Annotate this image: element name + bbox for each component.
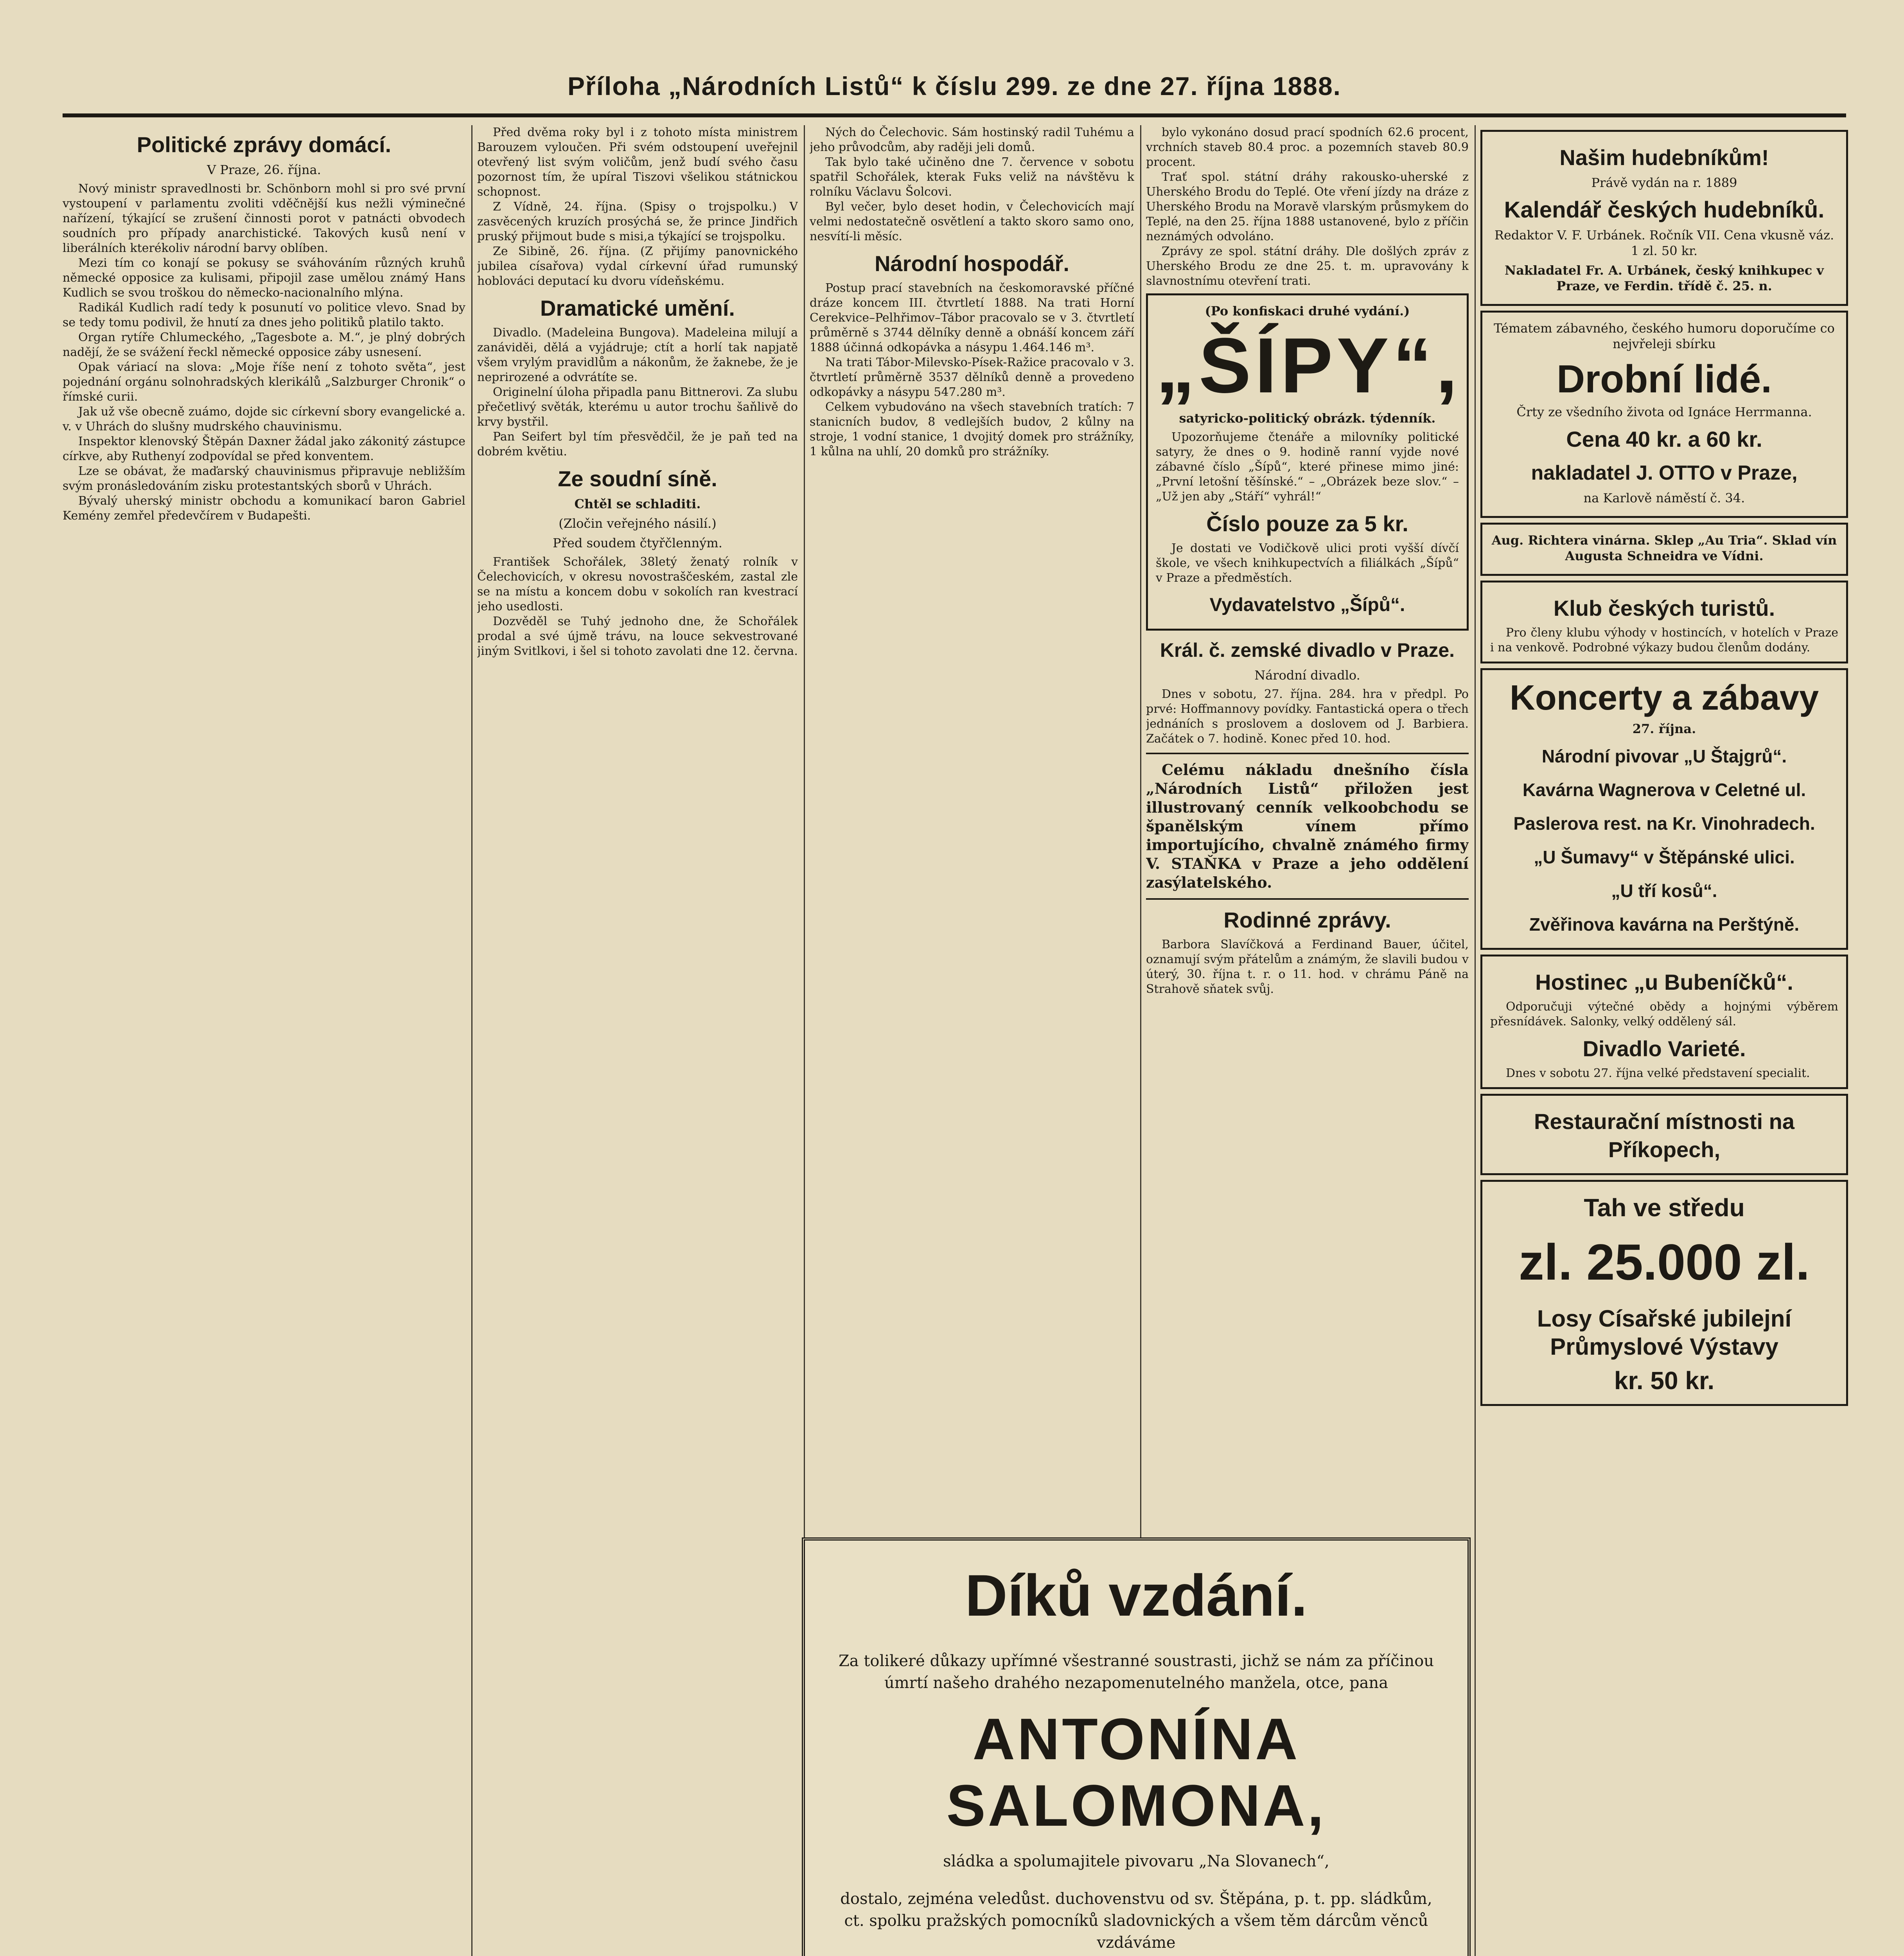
article-paragraph: Mezi tím co konají se pokusy se sváhováním různých kruhů německé opposice za kulisami, připojil zase umělou známý Hans Kudlich se svou troškou do německo-nacionalního mlýna.: [63, 256, 465, 300]
book-ad: [1480, 311, 1848, 518]
article-paragraph: Organ rytíře Chlumeckého, „Tagesbote a. M.“, je plný dobrých nadějí, že se svážení řeckl německé opposice záby usnesení.: [63, 331, 465, 359]
article-paragraph: Celkem vybudováno na všech stavebních tratích: 7 stanicních budov, 8 vedlejších budov, 2 kůlny na stroje, 1 vodní stanice, 1 dvojitý domek pro strážníky, 1 kůlna na uhlí, 20 domků pro strážníky.: [810, 400, 1134, 458]
inn-ad: [1480, 955, 1848, 1089]
dateline: V Praze, 26. října.: [207, 162, 321, 177]
article-subtitle: (Zločin veřejného násilí.): [559, 516, 717, 531]
sipy-advertisement: [1146, 293, 1469, 631]
sipy-publisher: Vydavatelstvo „Šípů“.: [1209, 595, 1405, 615]
article-paragraph: Na trati Tábor-Milevsko-Písek-Ražice pracovalo v 3. čtvrtletí průměrně 3537 dělníků denně a provedeno odkopávky a násypu 547.280 m³.: [810, 356, 1134, 399]
venue: „U tří kosů“.: [1611, 881, 1717, 901]
ad-title: Kalendář českých hudebníků.: [1504, 197, 1825, 223]
ad-text: Právě vydán na r. 1889: [1591, 175, 1737, 190]
column-economy: [810, 125, 1134, 1528]
column-politics: [63, 125, 465, 1956]
article-paragraph: Radikál Kudlich radí tedy k posunutí vo politice vlevo. Snad by se tedy tomu podivil, že hnutí za dnes jeho politiků platilo takto.: [63, 301, 465, 329]
article-paragraph: Ze Sibině, 26. října. (Z přijímy panovnického jubilea císařova) vydal církevní úřad rumunský hoblováci deputací ku dvoru vídeňskému.: [477, 244, 798, 288]
thanks-text: dostalo, zejména veledůst. duchovenstvu od sv. Štěpána, p. t. pp. sládkům, ct. spolku pražských pomocníků sladovnických a všem těm dárcům věnců vzdáváme: [840, 1890, 1432, 1952]
ad-heading: Hostinec „u Bubeníčků“.: [1535, 970, 1793, 994]
article-paragraph: Trať spol. státní dráhy rakousko-uherské z Uherského Brodu do Teplé. Ote vření jízdy na dráze z Uherského Brodu na Moravě vlarským průsmykem do Teplé, na den 25. října 1888 ustanovené, bylo z příčin neznámých odvoláno.: [1146, 170, 1469, 243]
article-paragraph: Lze se obávat, že maďarský chauvinismus připravuje nebližším svým pronásledováním zisku protestantských sborů v Uhrách.: [63, 464, 465, 493]
concerts-date: 27. října.: [1632, 721, 1696, 736]
column-rule: [1475, 125, 1476, 1956]
sipy-text: Upozorňujeme čtenáře a milovníky politické satyry, že dnes o 9. hodině ranní vyjde nové zábavné číslo „Šípů“, které přinese mimo jiné: „První letošní těšínské.“ – „Obrázek beze slov.“ – „Už jen aby „Stáří“ vyhrál!“: [1156, 430, 1459, 503]
article-paragraph: Inspektor klenovský Štěpán Daxner žádal jako zákonitý zástupce církve, aby Ruthenyí zodpovídal se před konventem.: [63, 435, 465, 463]
theatre-programme: Dnes v sobotu, 27. října. 284. hra v předpl. Po prvé: Hoffmannovy povídky. Fantastická opera o třech jednáních s proslovem a doslovem od J. Barbiera. Začátek o 7. hodině. Konec před 10. hod.: [1146, 687, 1469, 746]
sipy-title: „ŠÍPY“,: [1156, 322, 1462, 409]
sipy-price: Číslo pouze za 5 kr.: [1206, 511, 1408, 536]
thanks-notice: [802, 1537, 1471, 1956]
column-ads-theatre: [1146, 125, 1469, 1528]
concerts-listing: [1480, 668, 1848, 950]
deceased-name: ANTONÍNA SALOMONA,: [946, 1706, 1326, 1838]
restaurant-ad: [1480, 1094, 1848, 1175]
ad-heading: Klub českých turistů.: [1553, 596, 1775, 620]
calendar-ad: [1480, 130, 1848, 306]
book-price: Cena 40 kr. a 60 kr.: [1566, 427, 1762, 451]
article-paragraph: Opak váriací na slova: „Moje říše není z tohoto světa“, jest pojednání orgánu solnohradských klerikálů „Salzburger Chronik“ o římské curii.: [63, 360, 465, 404]
ad-text: Pro členy klubu výhody v hostincích, v hotelích v Praze i na venkově. Podrobné výkazy budou členům dodány.: [1490, 626, 1838, 654]
column-rule: [471, 125, 472, 1956]
article-paragraph: Pan Seifert byl tím přesvědčil, že je paň ted na dobrém květiu.: [477, 430, 798, 458]
lottery-ad: [1480, 1180, 1848, 1406]
ad-text: Odporučuji výtečné obědy a hojnými výběrem přesnídávek. Salonky, velký oddělený sál.: [1490, 1000, 1838, 1028]
book-title: Drobní lidé.: [1557, 357, 1772, 401]
article-paragraph: Z Vídně, 24. října. (Spisy o trojspolku.) V zasvěcených kruzích prosýchá se, že prince Jindřich pruský přijmout bude s misi,a týkající se trojspolku.: [477, 200, 798, 243]
article-title: Chtěl se schladiti.: [574, 496, 701, 511]
venue: Zvěřinova kavárna na Perštýně.: [1529, 914, 1800, 935]
article-paragraph: Tak bylo také učiněno dne 7. července v sobotu spatřil Schořálek, kterak Fuks veliž na návštěvu k rolníku Václavu Šolcovi.: [810, 155, 1134, 199]
column-advertisements: [1480, 125, 1848, 1956]
wine-ad: [1480, 523, 1848, 576]
article-paragraph: Bývalý uherský ministr obchodu a komunikací baron Gabriel Kemény zemřel předevčírem v Budapešti.: [63, 494, 465, 523]
family-news-heading: Rodinné zprávy.: [1223, 908, 1391, 932]
venue: Kavárna Wagnerova v Celetné ul.: [1522, 780, 1806, 800]
article-paragraph: František Schořálek, 38letý ženatý rolník v Čelechovicích, v okresu novostraščeském, zastal zle se na místu a koncem dobu v sokolích ran kvestrací jeho usedlosti.: [477, 555, 798, 613]
article-paragraph: Postup prací stavebních na českomoravské příčné dráze koncem III. čtvrtletí 1888. Na trati Horní Cerekvice–Pelhřimov–Tábor pracovalo se v 3. čtvrtletí průměrně s 3744 dělníky denně a obnáší koncem září 1888 účinná odkopávka a násypu 1.464.146 m³.: [810, 281, 1134, 354]
ad-heading: Divadlo Varieté.: [1582, 1036, 1746, 1061]
article-paragraph: Originelní úloha připadla panu Bittnerovi. Za slubu přečetlivý světák, kterému u autor trochu šaňlivě do krvy bystřil.: [477, 385, 798, 429]
article-paragraph: Divadlo. (Madeleina Bungova). Madeleina milují a zanáviděi, dělá a vyjádruje; ctít a horlí tak napjatě všem vrylým pravidlům a nákonům, že žaknebe, že je neprirozené a odvrátíte se.: [477, 326, 798, 384]
ad-text: Tématem zábavného, českého humoru doporučíme co nejvřeleji sbírku: [1494, 321, 1835, 351]
ad-heading: Restaurační místnosti na Příkopech,: [1534, 1109, 1794, 1162]
article-paragraph: Nový ministr spravedlnosti br. Schönborn mohl si pro své první vystoupení v parlamentu zvoliti vděčnější kus nežli výminečné nařízení, týkající se zrušení činnosti porot v patnácti obvodech soudních pro případy anarchistické. Takových kusů není v liberálních kterékoliv národní barvy oblíben.: [63, 182, 465, 255]
book-publisher: nakladatel J. OTTO v Praze,: [1531, 462, 1798, 484]
ad-heading: Našim hudebníkům!: [1559, 145, 1769, 170]
tourist-club-ad: [1480, 581, 1848, 663]
section-heading-court: Ze soudní síně.: [558, 466, 717, 491]
section-heading-politics: Politické zprávy domácí.: [137, 132, 392, 157]
ad-publisher: Nakladatel Fr. A. Urbánek, český knihkupec v Praze, ve Ferdin. třídě č. 25. n.: [1504, 263, 1824, 293]
divider: [1146, 898, 1469, 900]
article-paragraph: Byl večer, bylo deset hodin, v Čelechovicích mají velmi nedostatečně osvětlení a takto skoro samo ono, nesvítí-li měsíc.: [810, 200, 1134, 243]
venue: Národní pivovar „U Štajgrů“.: [1541, 746, 1787, 766]
thanks-text: sládka a spolumajitele pivovaru „Na Slovanech“,: [943, 1852, 1329, 1870]
family-notice: Barbora Slavíčková a Ferdinand Bauer, účitel, oznamují svým přátelům a známým, že slavili budou v úterý, 30. října t. r. o 11. hod. v chrámu Páně na Strahově sňatek svůj.: [1146, 938, 1469, 996]
article-paragraph: bylo vykonáno dosud prací spodních 62.6 procent, vrchních staveb 80.4 proc. a pozemních staveb 80.9 procent.: [1146, 126, 1469, 169]
ad-text: Dnes v sobotu 27. října velké představení specialit.: [1506, 1066, 1810, 1080]
article-paragraph: Dozvěděl se Tuhý jednoho dne, že Schořálek prodal a své újmě trávu, na louce sekvestrované jiným Svitlkovi, i šel si tohoto zavolati dne 12. června.: [477, 615, 798, 658]
theatre-heading: Král. č. zemské divadlo v Praze.: [1160, 639, 1455, 661]
lottery-draw: Tah ve středu: [1584, 1194, 1745, 1222]
ad-text: Črty ze všedního života od Ignáce Herrmanna.: [1516, 405, 1812, 419]
divider: [1146, 753, 1469, 754]
masthead-rule: [63, 113, 1846, 117]
article-paragraph: Před dvěma roky byl i z tohoto místa ministrem Barouzem vyloučen. Při svém odstoupení uveřejnil otevřený list svým voličům, jenž budí svého času pozornost tím, že upíral Tiszovi všelikou státnickou schopnost.: [477, 126, 798, 199]
enclosure-notice: Celému nákladu dnešního čísla „Národních Listů“ přiložen jest illustrovaný cenník velkoobchodu se španělským vínem přímo importujícího, chvalně známého firmy V. STAŇKA v Praze a jeho oddělení zasýlatelského.: [1146, 761, 1469, 891]
section-heading-drama: Dramatické umění.: [540, 296, 735, 320]
lottery-name: Losy Císařské jubilejní Průmyslové Výstavy: [1537, 1305, 1792, 1360]
ad-text: na Karlově náměstí č. 34.: [1583, 491, 1745, 505]
theatre-subheading: Národní divadlo.: [1254, 668, 1360, 683]
ad-text: Aug. Richtera vinárna. Sklep „Au Tria“. Sklad vín Augusta Schneidra ve Vídni.: [1491, 533, 1837, 563]
section-heading-economy: Národní hospodář.: [875, 251, 1069, 276]
venue: „U Šumavy“ v Štěpánské ulici.: [1534, 847, 1795, 867]
notice-heading: (Po konfiskaci druhé vydání.): [1205, 304, 1410, 318]
sipy-subtitle: satyricko-politický obrázk. týdenník.: [1179, 411, 1436, 426]
concerts-heading: Koncerty a zábavy: [1509, 678, 1819, 717]
lottery-amount: zl. 25.000 zl.: [1518, 1233, 1810, 1291]
column-news-drama-court: [477, 125, 798, 1956]
article-subtitle: Před soudem čtyřčlenným.: [553, 536, 722, 550]
article-paragraph: Zprávy ze spol. státní dráhy. Dle došlých zpráv z Uherského Brodu ze dne 25. t. m. upravovány k slavnostnímu otevření trati.: [1146, 244, 1469, 288]
thanks-title: Díků vzdání.: [965, 1562, 1308, 1628]
lottery-price: kr. 50 kr.: [1614, 1366, 1715, 1395]
venue: Paslerova rest. na Kr. Vinohradech.: [1513, 813, 1815, 834]
article-paragraph: Ných do Čelechovic. Sám hostinský radil Tuhému a jeho průvodcům, aby raději jeli domů.: [810, 126, 1134, 154]
ad-text: Redaktor V. F. Urbánek. Ročník VII. Cena vkusně váz. 1 zl. 50 kr.: [1494, 228, 1834, 258]
article-paragraph: Jak už vše obecně zuámo, dojde sic církevní sbory evangelické a. v. v Uhrách do slušny mudrského chauvinismu.: [63, 405, 465, 433]
thanks-text: Za tolikeré důkazy upřímné všestranné soustrasti, jichž se nám za příčinou úmrtí našeho drahého nezapomenutelného manžela, otce, pana: [838, 1652, 1434, 1692]
masthead-title: Příloha „Národních Listů“ k číslu 299. ze dne 27. října 1888.: [568, 72, 1341, 101]
sipy-text: Je dostati ve Vodičkově ulici proti vyšší dívčí škole, ve všech knihkupectvích a filiálkách „Šípů“ v Praze a předměstích.: [1156, 541, 1459, 585]
